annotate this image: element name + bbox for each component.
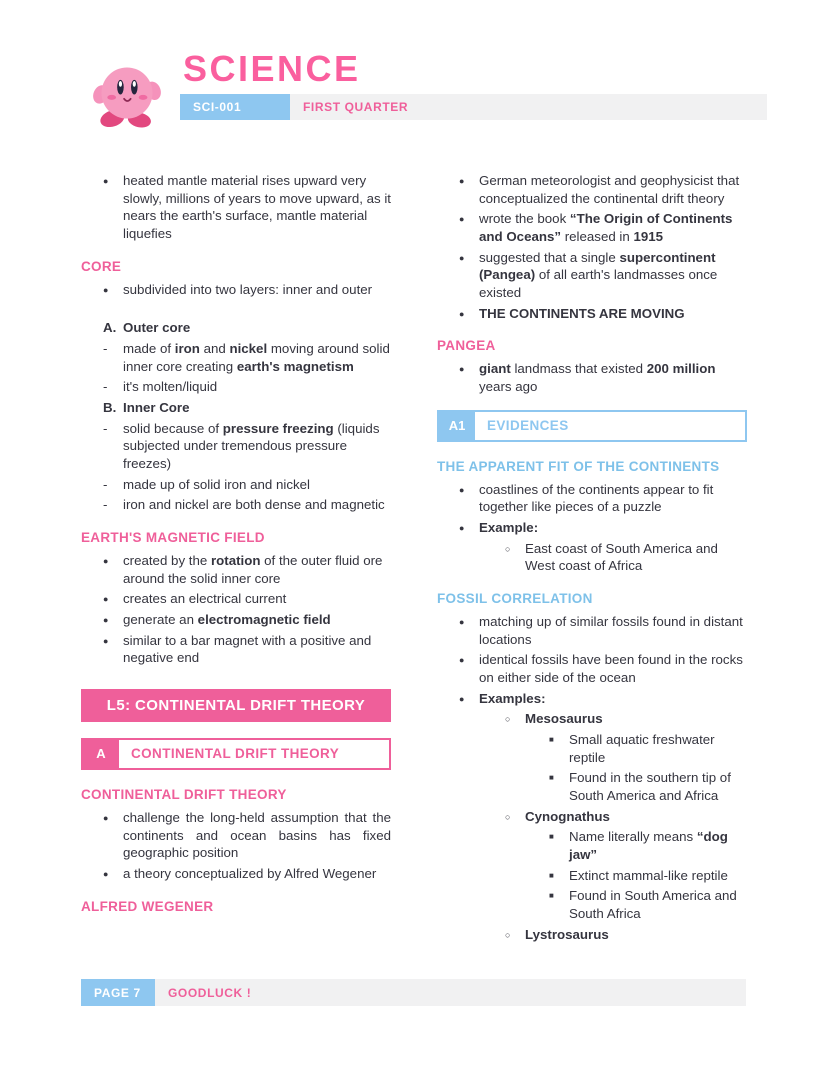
bullet-list xyxy=(437,360,747,395)
list-item-text: Small aquatic freshwater reptile xyxy=(569,731,715,765)
list-item xyxy=(81,590,391,608)
list-item xyxy=(437,828,747,863)
disc-bullet-marker: ● xyxy=(103,868,109,879)
disc-bullet-marker: ● xyxy=(103,635,109,646)
dash-bullet-marker: - xyxy=(103,476,108,492)
section-heading: EARTH'S MAGNETIC FIELD xyxy=(81,530,265,546)
disc-bullet-marker: ● xyxy=(103,555,109,566)
right-column xyxy=(437,172,747,946)
list-item-text: Inner Core xyxy=(123,400,190,415)
list-item xyxy=(81,399,391,417)
list-item-text: challenge the long-held assumption that the continents and ocean basins has fixed geographic position xyxy=(123,809,391,861)
disc-bullet-marker: ● xyxy=(459,214,465,225)
list-item xyxy=(81,476,391,494)
list-item-text: iron and nickel are both dense and magnetic xyxy=(123,497,385,513)
header-bar xyxy=(290,94,767,120)
bullet-list xyxy=(437,172,747,322)
list-item-text: similar to a bar magnet with a positive and negative end xyxy=(123,632,372,666)
disc-bullet-marker: ● xyxy=(459,522,465,533)
list-item-text: made of iron and nickel moving around solid inner core creating earth's magnetism xyxy=(123,340,390,374)
list-item-text: coastlines of the continents appear to fit together like pieces of a puzzle xyxy=(479,481,714,515)
list-item-text: THE CONTINENTS ARE MOVING xyxy=(479,305,685,321)
kirby-icon xyxy=(90,58,164,128)
bullet-list xyxy=(81,319,391,514)
list-item xyxy=(81,496,391,514)
notes-content xyxy=(81,172,747,946)
list-item-text: Lystrosaurus xyxy=(525,926,609,942)
bullet-list xyxy=(437,481,747,575)
list-item-text: suggested that a single supercontinent (Pangea) of all earth's landmasses once existed xyxy=(479,249,718,301)
list-item-text: wrote the book “The Origin of Continents and Oceans” released in 1915 xyxy=(479,211,733,245)
page-title: SCIENCE xyxy=(183,48,361,89)
bullet-list xyxy=(81,552,391,667)
bullet-list xyxy=(81,809,391,883)
list-item-text: created by the rotation of the outer fluid ore around the solid inner core xyxy=(123,552,383,586)
list-item-text: solid because of pressure freezing (liquids subjected under tremendous pressure freezes) xyxy=(123,420,380,472)
list-item xyxy=(437,731,747,766)
topic-label: CONTINENTAL DRIFT THEORY xyxy=(131,746,340,762)
list-item-text: subdivided into two layers: inner and outer xyxy=(123,281,373,297)
page-number-badge: PAGE 7 xyxy=(81,979,155,1006)
topic-label-box xyxy=(437,410,747,442)
circle-bullet-marker: ○ xyxy=(505,543,511,554)
list-item xyxy=(437,808,747,826)
list-item xyxy=(81,865,391,883)
square-bullet-marker: ■ xyxy=(549,891,554,901)
disc-bullet-marker: ● xyxy=(459,616,465,627)
list-item xyxy=(81,632,391,667)
disc-bullet-marker: ● xyxy=(459,308,465,319)
circle-bullet-marker: ○ xyxy=(505,714,511,725)
list-item xyxy=(437,540,747,575)
dash-bullet-marker: - xyxy=(103,497,108,513)
list-item xyxy=(437,769,747,804)
list-item xyxy=(437,360,747,395)
dash-bullet-marker: - xyxy=(103,420,108,436)
footer-bar xyxy=(155,979,746,1006)
left-column xyxy=(81,172,391,946)
list-item xyxy=(437,172,747,207)
list-item-text: Extinct mammal-like reptile xyxy=(569,867,728,883)
disc-bullet-marker: ● xyxy=(103,594,109,605)
list-item-text: heated mantle material rises upward very slowly, millions of years to move upward, as it nears the earth's surface, mantle material liquefies xyxy=(123,173,392,242)
list-item xyxy=(81,809,391,862)
list-item xyxy=(437,481,747,516)
alpha-bullet-marker: B. xyxy=(103,400,117,415)
section-heading: CORE xyxy=(81,258,122,274)
list-item xyxy=(437,926,747,944)
section-heading: FOSSIL CORRELATION xyxy=(437,590,593,606)
footer-message: GOODLUCK ! xyxy=(168,985,252,1000)
list-item-text: generate an electromagnetic field xyxy=(123,612,331,627)
circle-bullet-marker: ○ xyxy=(505,929,511,940)
header-badge-bar xyxy=(180,94,767,120)
topic-label-box xyxy=(81,738,391,770)
topic-label: EVIDENCES xyxy=(487,417,569,433)
list-item xyxy=(437,887,747,922)
disc-bullet-marker: ● xyxy=(103,812,109,823)
list-item-text: made up of solid iron and nickel xyxy=(123,476,311,492)
list-item xyxy=(437,651,747,686)
list-item-text: East coast of South America and West coast of Africa xyxy=(525,540,718,574)
list-item-text: Mesosaurus xyxy=(525,711,603,727)
list-item xyxy=(81,552,391,587)
list-item-text: Found in South America and South Africa xyxy=(569,888,737,922)
disc-bullet-marker: ● xyxy=(459,655,465,666)
list-item xyxy=(81,420,391,473)
page-footer xyxy=(81,979,746,1006)
list-item xyxy=(81,611,391,629)
disc-bullet-marker: ● xyxy=(103,615,109,625)
section-heading: PANGEA xyxy=(437,338,496,354)
list-item xyxy=(81,319,391,337)
list-item-text: Found in the southern tip of South America and Africa xyxy=(569,770,731,803)
kirby-mascot-image xyxy=(90,58,164,128)
square-bullet-marker: ■ xyxy=(549,773,554,783)
topic-badge: A1 xyxy=(439,412,475,440)
list-item-text: it's molten/liquid xyxy=(123,379,218,395)
list-item xyxy=(81,340,391,375)
disc-bullet-marker: ● xyxy=(459,484,465,495)
topic-badge: A xyxy=(83,740,119,768)
list-item-text: Example: xyxy=(479,519,539,535)
list-item-text: Cynognathus xyxy=(525,808,610,824)
disc-bullet-marker: ● xyxy=(459,252,465,263)
bullet-list xyxy=(81,281,391,299)
list-item-text: Examples: xyxy=(479,690,546,706)
course-code-badge: SCI-001 xyxy=(180,94,290,120)
square-bullet-marker: ■ xyxy=(549,734,554,744)
list-item xyxy=(437,210,747,245)
list-item xyxy=(437,305,747,323)
list-item xyxy=(437,249,747,302)
section-heading: THE APPARENT FIT OF THE CONTINENTS xyxy=(437,458,720,474)
list-item-text: Outer core xyxy=(123,320,191,336)
list-item xyxy=(81,378,391,396)
disc-bullet-marker: ● xyxy=(459,693,465,704)
bullet-list xyxy=(437,613,747,943)
list-item-text: a theory conceptualized by Alfred Wegener xyxy=(123,865,377,881)
list-item xyxy=(81,172,391,243)
disc-bullet-marker: ● xyxy=(459,176,465,186)
alpha-bullet-marker: A. xyxy=(103,320,117,336)
list-item xyxy=(437,690,747,708)
disc-bullet-marker: ● xyxy=(103,284,109,295)
list-item-text: German meteorologist and geophysicist that conceptualized the continental drift theory xyxy=(479,173,740,206)
quarter-label: FIRST QUARTER xyxy=(303,100,409,114)
disc-bullet-marker: ● xyxy=(103,176,109,186)
list-item xyxy=(437,519,747,537)
lesson-banner: L5: CONTINENTAL DRIFT THEORY xyxy=(81,689,391,722)
dash-bullet-marker: - xyxy=(103,340,108,356)
list-item-text: identical fossils have been found in the rocks on either side of the ocean xyxy=(479,652,743,685)
list-item-text: giant landmass that existed 200 million years ago xyxy=(479,361,716,394)
spacer xyxy=(81,301,391,319)
list-item xyxy=(437,710,747,728)
list-item-text: matching up of similar fossils found in distant locations xyxy=(479,613,743,647)
bullet-list xyxy=(81,172,391,243)
square-bullet-marker: ■ xyxy=(549,870,554,880)
list-item xyxy=(81,281,391,299)
dash-bullet-marker: - xyxy=(103,379,108,395)
list-item xyxy=(437,867,747,885)
disc-bullet-marker: ● xyxy=(459,364,465,375)
list-item-text: creates an electrical current xyxy=(123,591,287,607)
circle-bullet-marker: ○ xyxy=(505,811,511,822)
list-item-text: Name literally means “dog jaw” xyxy=(569,829,728,862)
section-heading: CONTINENTAL DRIFT THEORY xyxy=(81,787,287,803)
square-bullet-marker: ■ xyxy=(549,832,554,842)
list-item xyxy=(437,613,747,648)
section-heading: ALFRED WEGENER xyxy=(81,898,214,914)
